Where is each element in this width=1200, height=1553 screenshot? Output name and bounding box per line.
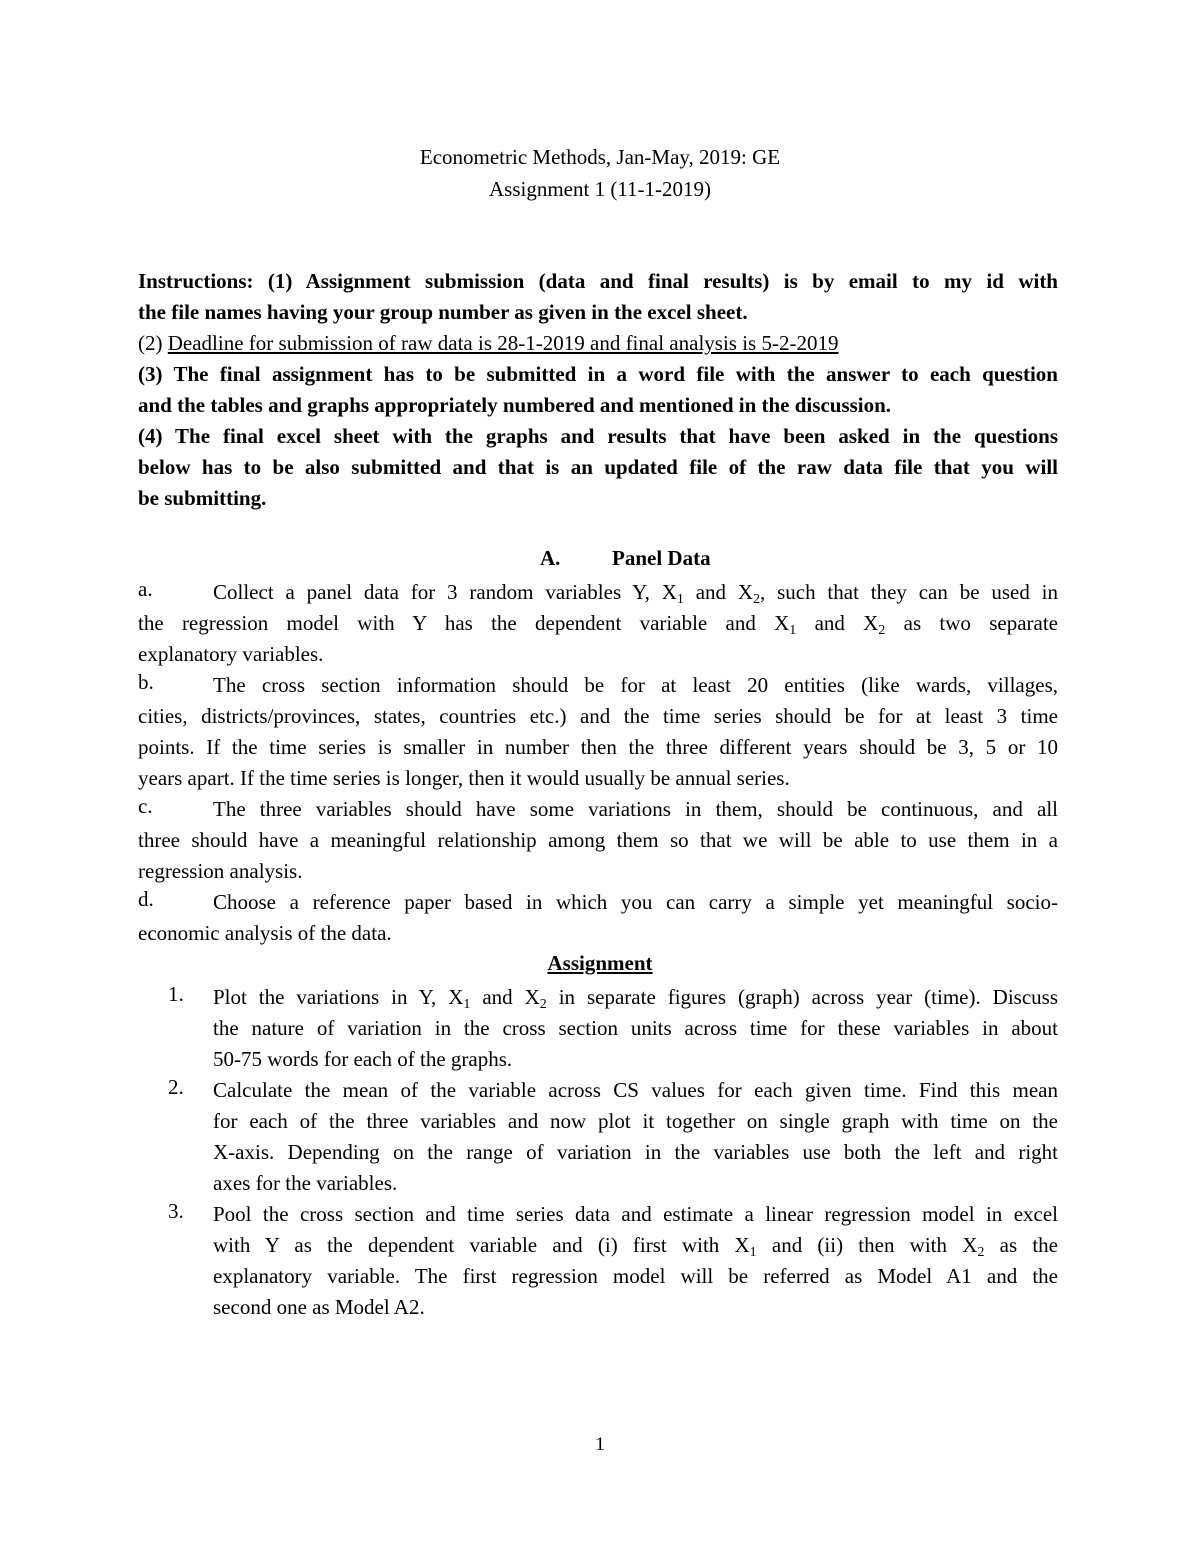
question-2-line: X-axis. Depending on the range of variation in the variables use both the left and right <box>213 1140 1058 1164</box>
question-3-line <box>213 1230 1058 1261</box>
instructions-line: (3) The final assignment has to be submitted in a word file with the answer to each question <box>138 362 1058 386</box>
text-span: , such that they can be used in <box>760 580 1058 604</box>
item-b-line: The cross section information should be for at least 20 entities (like wards, villages, <box>213 673 1058 697</box>
item-d-line: economic analysis of the data. <box>138 921 392 945</box>
item-a-line <box>138 608 1058 639</box>
item-c-line: three should have a meaningful relationship among them so that we will be able to use them in a <box>138 828 1058 852</box>
item-a-line: explanatory variables. <box>138 642 324 666</box>
item-label-d: d. <box>138 887 154 911</box>
question-3-line: second one as Model A2. <box>213 1295 425 1319</box>
question-1-line: 50-75 words for each of the graphs. <box>213 1047 513 1071</box>
course-title: Econometric Methods, Jan-May, 2019: GE <box>419 145 781 169</box>
text-span: Collect a panel data for 3 random variables Y, X <box>213 580 677 604</box>
instructions-line: be submitting. <box>138 486 267 510</box>
subscript: 2 <box>539 997 547 1012</box>
deadline-text: Deadline for submission of raw data is 28-1-2019 and final analysis is 5-2-2019 <box>167 331 839 355</box>
item-b-line: cities, districts/provinces, states, countries etc.) and the time series should be for at least 3 time <box>138 704 1058 728</box>
item-c-line: The three variables should have some variations in them, should be continuous, and all <box>213 797 1058 821</box>
instructions-deadline <box>138 328 1058 359</box>
instructions-line: below has to be also submitted and that is an updated file of the raw data file that you will <box>138 455 1058 479</box>
question-2-line: Calculate the mean of the variable across CS values for each given time. Find this mean <box>213 1078 1058 1102</box>
text-span: and (ii) then with X <box>756 1233 978 1257</box>
assignment-title: Assignment 1 (11-1-2019) <box>488 177 712 201</box>
item-b-line: years apart. If the time series is longer, then it would usually be annual series. <box>138 766 790 790</box>
subscript: 1 <box>463 997 471 1012</box>
question-2-line: for each of the three variables and now plot it together on single graph with time on the <box>213 1109 1058 1133</box>
text-span: in separate figures (graph) across year (time). Discuss <box>546 985 1058 1009</box>
subscript: 2 <box>977 1245 985 1260</box>
question-number-1: 1. <box>168 982 184 1006</box>
instructions-line: Instructions: (1) Assignment submission (data and final results) is by email to my id with <box>138 269 1058 293</box>
text-span: as the <box>984 1233 1058 1257</box>
question-number-3: 3. <box>168 1199 184 1223</box>
item-c-line: regression analysis. <box>138 859 303 883</box>
instructions-line: the file names having your group number as given in the excel sheet. <box>138 300 748 324</box>
question-3-line: Pool the cross section and time series data and estimate a linear regression model in excel <box>213 1202 1058 1226</box>
text-span: and X <box>796 611 879 635</box>
item-b-line: points. If the time series is smaller in number then the three different years should be 3, 5 or 10 <box>138 735 1058 759</box>
item-label-a: a. <box>138 577 153 601</box>
question-1-line: the nature of variation in the cross section units across time for these variables in about <box>213 1016 1058 1040</box>
text-span: the regression model with Y has the dependent variable and X <box>138 611 790 635</box>
page-number: 1 <box>595 1434 605 1455</box>
subscript: 1 <box>789 623 797 638</box>
text-span: and X <box>683 580 754 604</box>
section-number: A. <box>540 546 561 570</box>
item-label-b: b. <box>138 670 154 694</box>
question-number-2: 2. <box>168 1075 184 1099</box>
subscript: 1 <box>749 1245 757 1260</box>
subscript: 2 <box>878 623 886 638</box>
instructions-line: and the tables and graphs appropriately numbered and mentioned in the discussion. <box>138 393 892 417</box>
text-span: and X <box>470 985 540 1009</box>
assignment-heading: Assignment <box>547 951 653 975</box>
item-a-line <box>213 577 1058 608</box>
item-d-line: Choose a reference paper based in which you can carry a simple yet meaningful socio- <box>213 890 1058 914</box>
text-span: with Y as the dependent variable and (i) first with X <box>213 1233 750 1257</box>
section-title: Panel Data <box>612 546 711 570</box>
text-span: as two separate <box>885 611 1058 635</box>
instructions-line: (4) The final excel sheet with the graphs and results that have been asked in the questions <box>138 424 1058 448</box>
question-1-line <box>213 982 1058 1013</box>
subscript: 2 <box>753 592 761 607</box>
text-span: Plot the variations in Y, X <box>213 985 464 1009</box>
question-3-line: explanatory variable. The first regression model will be referred as Model A1 and the <box>213 1264 1058 1288</box>
question-2-line: axes for the variables. <box>213 1171 398 1195</box>
deadline-prefix: (2) <box>138 331 168 355</box>
item-label-c: c. <box>138 794 153 818</box>
subscript: 1 <box>676 592 684 607</box>
